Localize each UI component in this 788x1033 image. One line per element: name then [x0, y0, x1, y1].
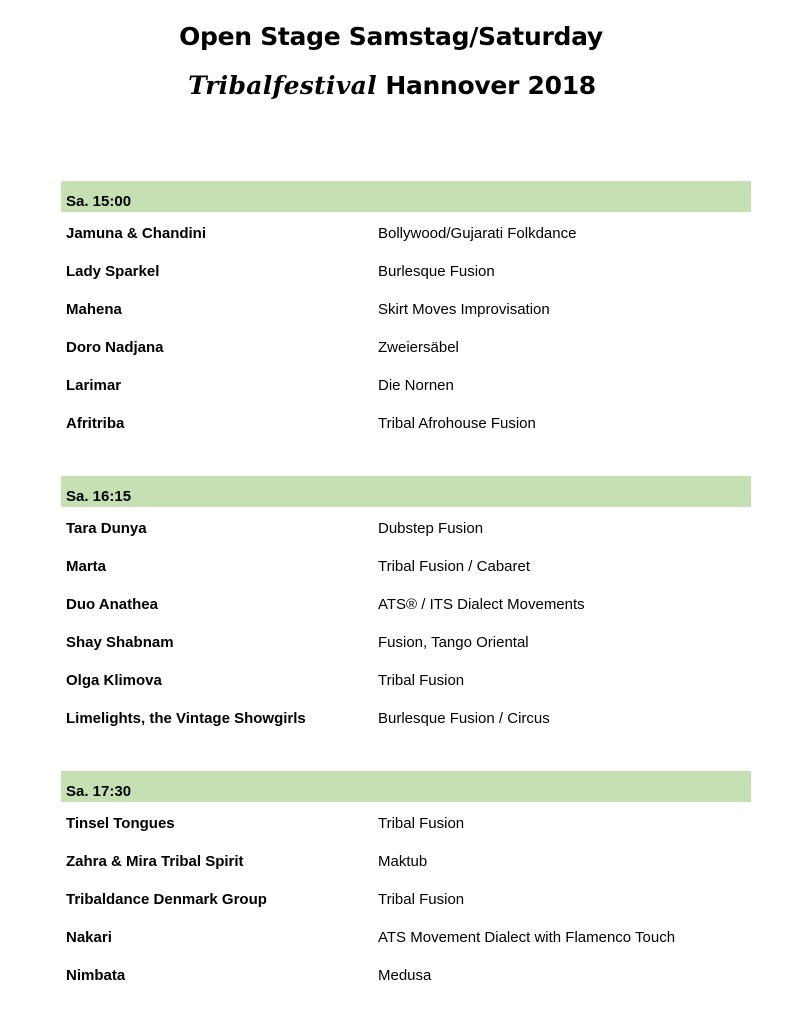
performer-name: Tinsel Tongues: [66, 815, 175, 832]
table-row: [61, 212, 751, 250]
performer-name: Mahena: [66, 301, 122, 318]
table-row: [61, 402, 751, 440]
page-subtitle: [0, 71, 786, 100]
page-title: Open Stage Samstag/Saturday: [179, 22, 603, 51]
performer-name: Lady Sparkel: [66, 263, 160, 280]
table-row: [61, 621, 751, 659]
table-row: [61, 364, 751, 402]
table-row: [61, 954, 751, 992]
performer-name: Zahra & Mira Tribal Spirit: [66, 853, 244, 870]
dance-style: Tribal Fusion / Cabaret: [378, 558, 531, 575]
table-row: [61, 659, 751, 697]
table-row: [61, 288, 751, 326]
performer-name: Duo Anathea: [66, 596, 158, 613]
performer-name: Olga Klimova: [66, 672, 162, 689]
table-row: [61, 545, 751, 583]
festival-name: Tribalfestival: [188, 71, 377, 100]
dance-style: ATS Movement Dialect with Flamenco Touch: [378, 929, 676, 946]
schedule-section: [61, 181, 751, 440]
table-row: [61, 326, 751, 364]
schedule-section: [61, 476, 751, 735]
table-row: [61, 916, 751, 954]
performer-name: Shay Shabnam: [66, 634, 174, 651]
dance-style: Die Nornen: [378, 377, 454, 394]
dance-style: ATS® / ITS Dialect Movements: [378, 596, 585, 613]
table-row: [61, 507, 751, 545]
dance-style: Burlesque Fusion / Circus: [378, 710, 550, 727]
dance-style: Medusa: [378, 967, 432, 984]
performer-name: Tribaldance Denmark Group: [66, 891, 267, 908]
dance-style: Zweiersäbel: [378, 339, 459, 356]
section-header: [61, 771, 751, 802]
section-header: [61, 476, 751, 507]
performer-name: Larimar: [66, 377, 122, 394]
dance-style: Bollywood/Gujarati Folkdance: [378, 225, 577, 242]
table-row: [61, 878, 751, 916]
schedule-section: [61, 771, 751, 992]
dance-style: Tribal Afrohouse Fusion: [378, 415, 536, 432]
dance-style: Tribal Fusion: [378, 672, 465, 689]
table-row: [61, 583, 751, 621]
section-time: Sa. 17:30: [66, 783, 132, 800]
table-row: [61, 250, 751, 288]
dance-style: Tribal Fusion: [378, 815, 465, 832]
table-row: [61, 697, 751, 735]
performer-name: Limelights, the Vintage Showgirls: [66, 710, 306, 727]
performer-name: Nimbata: [66, 967, 126, 984]
dance-style: Fusion, Tango Oriental: [378, 634, 529, 651]
performer-name: Doro Nadjana: [66, 339, 164, 356]
table-row: [61, 840, 751, 878]
performer-name: Afritriba: [66, 415, 125, 432]
performer-name: Nakari: [66, 929, 112, 946]
dance-style: Tribal Fusion: [378, 891, 465, 908]
performer-name: Marta: [66, 558, 107, 575]
section-time: Sa. 15:00: [66, 193, 132, 210]
performer-name: Jamuna & Chandini: [66, 225, 207, 242]
dance-style: Skirt Moves Improvisation: [378, 301, 550, 318]
dance-style: Dubstep Fusion: [378, 520, 484, 537]
dance-style: Burlesque Fusion: [378, 263, 495, 280]
table-row: [61, 802, 751, 840]
performer-name: Tara Dunya: [66, 520, 147, 537]
subtitle-rest: Hannover 2018: [376, 71, 596, 100]
section-time: Sa. 16:15: [66, 488, 132, 505]
section-header: [61, 181, 751, 212]
dance-style: Maktub: [378, 853, 428, 870]
